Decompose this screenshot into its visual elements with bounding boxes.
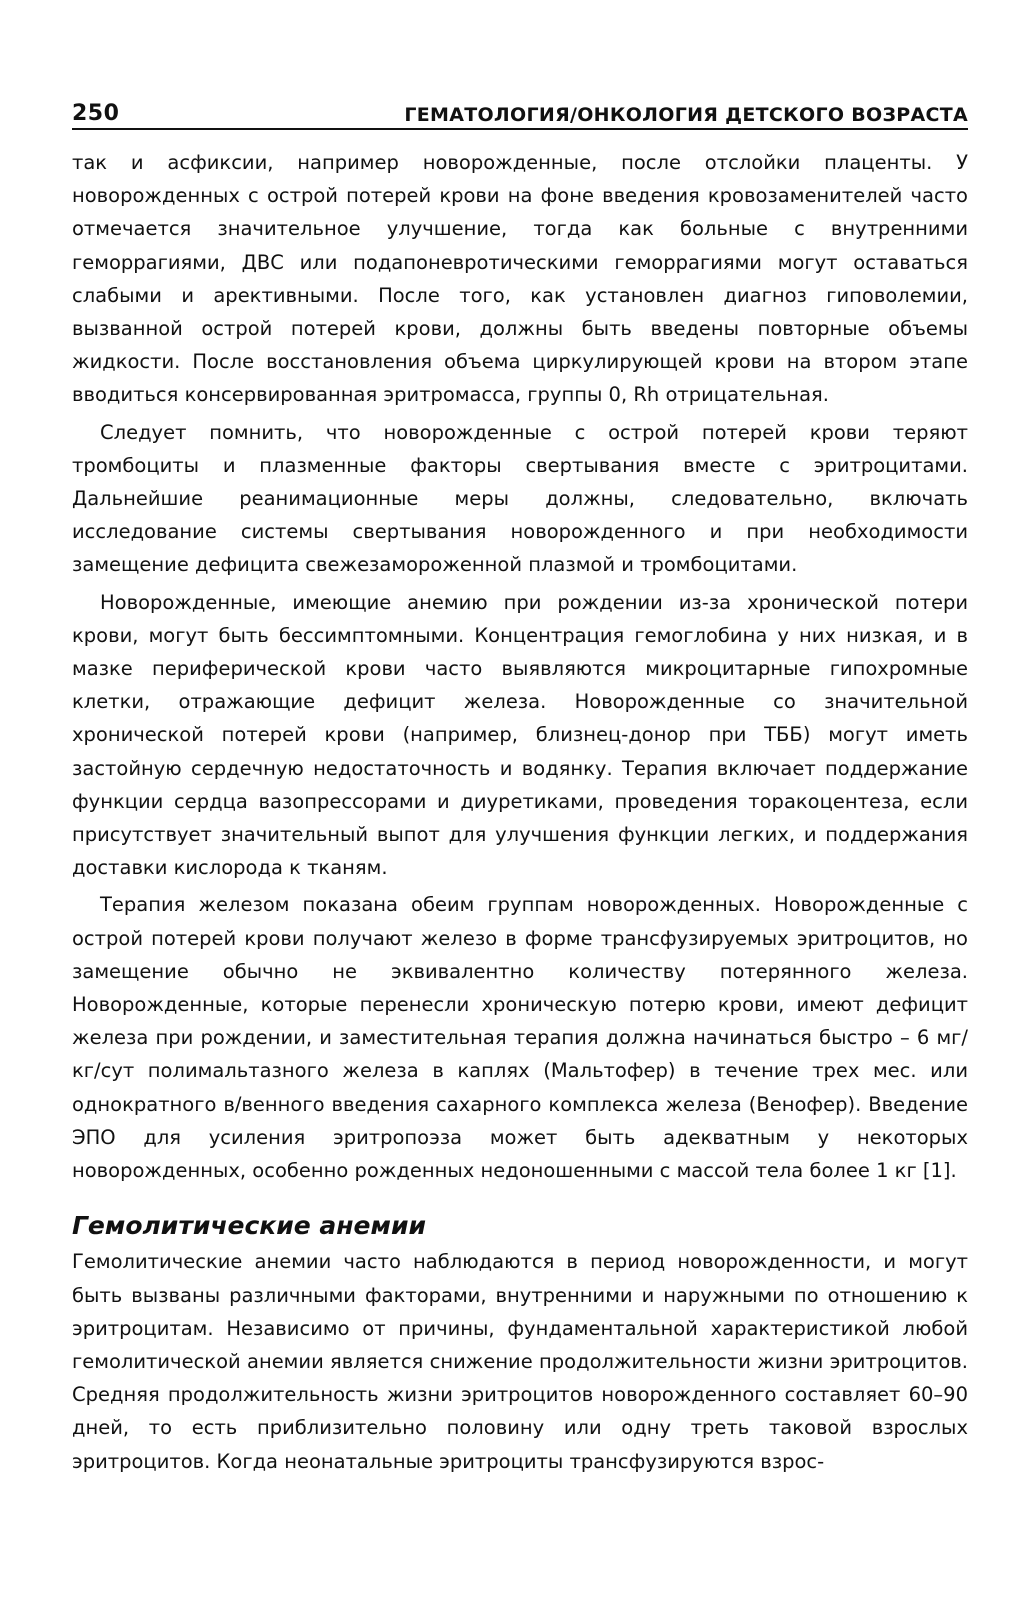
body-text [72,146,968,1478]
running-title: ГЕМАТОЛОГИЯ/ОНКОЛОГИЯ ДЕТСКОГО ВОЗРАСТА [404,104,968,126]
paragraph-continuation: так и асфиксии, например новорожденные, после отслойки плаценты. У новорожденных с острой потерей крови на фоне введения кровозаменителей часто отмечается значительное улучшение, тогда как больные с внутренними геморрагиями, ДВС или подапоневротическими геморрагиями могут оставаться слабыми и арективными. После того, как установлен диагноз гиповолемии, вызванной острой потерей крови, должны быть введены повторные объемы жидкости. После восстановления объема циркулирующей крови на втором этапе вводиться консервированная эритромасса, группы 0, Rh отрицательная. [72,151,968,407]
paragraph-iron-therapy: Терапия железом показана обеим группам новорожденных. Новорожденные с острой потерей крови получают железо в форме трансфузируемых эритроцитов, но замещение обычно не эквивалентно количеству потерянного железа. Новорожденные, которые перенесли хроническую потерю крови, имеют дефицит железа при рождении, и заместительная терапия должна начинаться быстро – 6 мг/кг/сут полимальтазного железа в каплях (Мальтофер) в течение трех мес. или однократного в/венного введения сахарного комплекса железа (Венофер). Введение ЭПО для усиления эритропоэза может быть адекватным у некоторых новорожденных, особенно рожденных недоношенными с массой тела более 1 кг [1]. [72,893,968,1183]
book-page [72,92,968,1582]
running-head [72,92,968,130]
section-heading: Гемолитические анемии [72,1211,426,1241]
page-number: 250 [72,101,120,126]
paragraph-hemolytic: Гемолитические анемии часто наблюдаются в период новорожденности, и могут быть вызваны различными факторами, внутренними и наружными по отношению к эритроцитам. Независимо от причины, фундаментальной характеристикой любой гемолитической анемии является снижение продолжительности жизни эритроцитов. Средняя продолжительность жизни эритроцитов новорожденного составляет 60–90 дней, то есть приблизительно половину или одну треть таковой взрослых эритроцитов. Когда неонатальные эритроциты трансфузируются взрос- [72,1250,968,1473]
paragraph-chronic-loss: Новорожденные, имеющие анемию при рождении из-за хронической потери крови, могут быть бессимптомными. Концентрация гемоглобина у них низкая, и в мазке периферической крови часто выявляются микроцитарные гипохромные клетки, отражающие дефицит железа. Новорожденные со значительной хронической потерей крови (например, близнец-донор при ТББ) могут иметь застойную сердечную недостаточность и водянку. Терапия включает поддержание функции сердца вазопрессорами и диуретиками, проведения торакоцентеза, если присутствует значительный выпот для улучшения функции легких, и поддержания доставки кислорода к тканям. [72,590,968,880]
paragraph-platelets: Следует помнить, что новорожденные с острой потерей крови теряют тромбоциты и плазменные факторы свертывания вместе с эритроцитами. Дальнейшие реанимационные меры должны, следовательно, включать исследование системы свертывания новорожденного и при необходимости замещение дефицита свежезамороженной плазмой и тромбоцитами. [72,420,968,577]
